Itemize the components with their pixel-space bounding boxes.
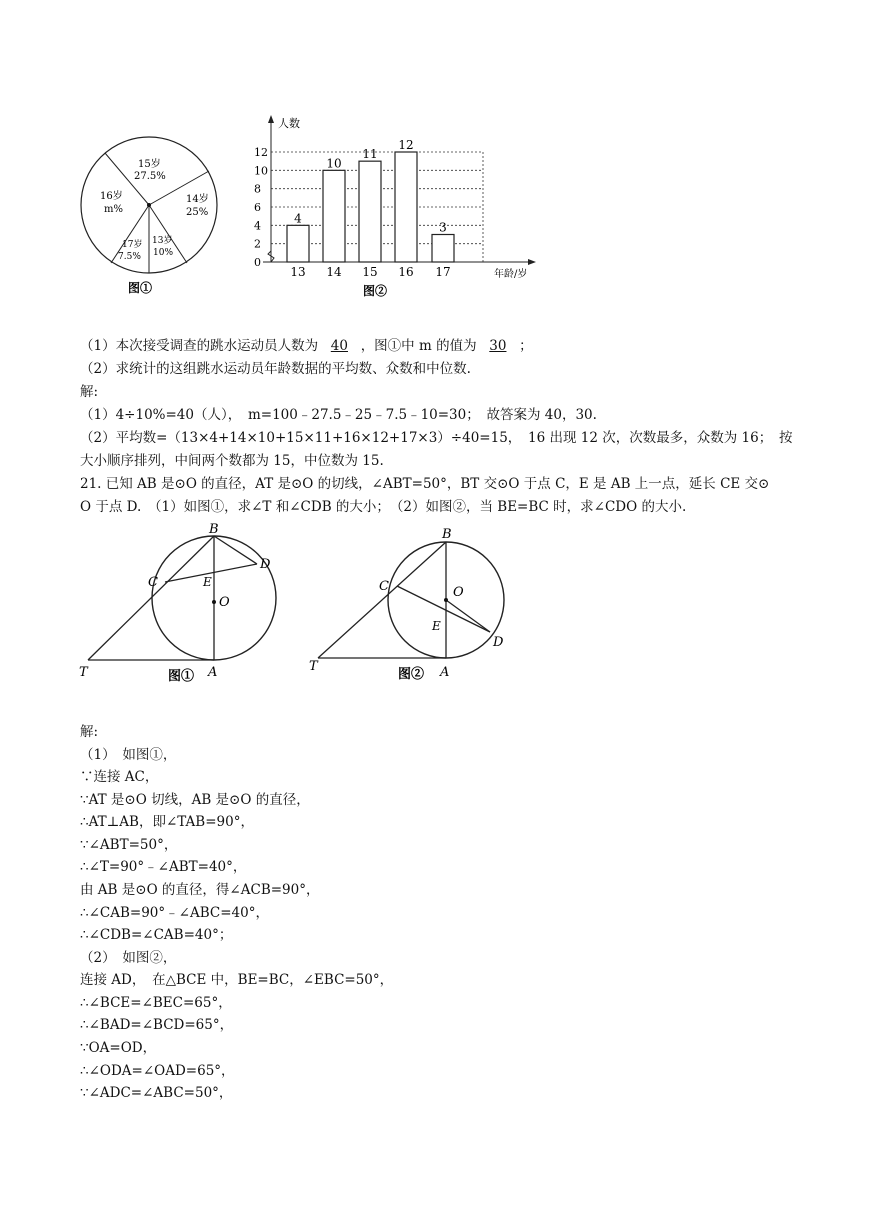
point-label-C: C (148, 575, 158, 590)
q20-solution-heading: 解: (80, 384, 99, 400)
q20-part1 (80, 336, 533, 356)
bar-chart (245, 112, 545, 304)
solution-line: 由 AB 是⊙O 的直径，得∠ACB=90°， (80, 882, 320, 898)
solution-line: ∴∠CAB=90°﹣∠ABC=40°， (80, 905, 269, 921)
point-label-B: B (442, 527, 452, 542)
solution-line: ∵∠ADC=∠ABC=50°， (80, 1085, 233, 1101)
solution-line: ∴∠T=90°﹣∠ABT=40°， (80, 859, 247, 875)
y-tick-label: 8 (254, 182, 261, 196)
pie-slice-label: 17岁 (122, 240, 143, 250)
pie-slice-label: 16岁 (100, 191, 123, 202)
point-label-O: O (453, 585, 464, 600)
x-axis-label: 年龄/岁 (494, 269, 528, 280)
q21-statement: O 于点 D. （1）如图①，求∠T 和∠CDB 的大小； （2）如图②，当 BE=BC 时，求∠CDO 的大小. (80, 499, 687, 515)
pie-caption: 图① (128, 281, 153, 295)
pie-slice-label: 13岁 (152, 236, 173, 246)
point-label-E: E (203, 575, 212, 589)
y-tick-label: 2 (254, 237, 261, 251)
bar (359, 161, 381, 262)
y-tick-label: 12 (254, 146, 268, 159)
point-label-D: D (493, 635, 504, 650)
bar-caption: 图② (363, 284, 388, 298)
solution-line: （1） 如图①， (80, 747, 177, 763)
bar (287, 225, 309, 262)
y-tick-label: 6 (254, 201, 261, 214)
solution-line: ∵OA=OD， (80, 1040, 157, 1056)
bar (395, 152, 417, 262)
x-tick-label: 14 (326, 265, 342, 279)
geometry-figure-1 (76, 520, 291, 690)
y-axis-label: 人数 (278, 117, 300, 130)
bar-value-label: 10 (326, 156, 342, 171)
solution-line: ∴AT⊥AB，即∠TAB=90°， (80, 814, 254, 830)
pie-slice-pct: 25% (186, 207, 209, 218)
q20-part1-text: （1）本次接受调查的跳水运动员人数为 (80, 338, 319, 354)
y-tick-label: 4 (254, 219, 261, 233)
q20-solution-line: （1）4÷10%=40（人）， m=100﹣27.5﹣25﹣7.5﹣10=30； 故答案为 40，30. (80, 407, 597, 423)
point-label-E: E (432, 619, 441, 633)
solution-line: 连接 AD， 在△BCE 中，BE=BC，∠EBC=50°， (80, 972, 394, 988)
q21-statement: 21. 已知 AB 是⊙O 的直径，AT 是⊙O 的切线，∠ABT=50°，BT 交⊙O 于点 C，E 是 AB 上一点，延长 CE 交⊙ (80, 476, 770, 492)
point-label-D: D (260, 557, 271, 572)
point-label-C: C (379, 579, 389, 594)
point-label-O: O (219, 595, 230, 610)
bar (323, 170, 345, 262)
solution-line: ∵AT 是⊙O 切线，AB 是⊙O 的直径， (80, 792, 310, 808)
answer-blank-2: 30 (489, 338, 507, 354)
solution-line: ∵连接 AC， (80, 769, 159, 785)
bar-value-label: 4 (294, 211, 302, 226)
point-label-B: B (209, 522, 219, 537)
y-tick-label: 10 (254, 164, 268, 178)
y-tick-label: 0 (254, 256, 261, 269)
pie-slice-label: 15岁 (138, 159, 161, 170)
fig1-caption: 图① (168, 669, 195, 684)
solution-line: 解: (80, 724, 99, 740)
point-label-T: T (79, 665, 88, 680)
point-label-T: T (309, 659, 318, 674)
pie-slice-pct: 10% (153, 248, 174, 258)
x-tick-label: 13 (290, 265, 306, 279)
fig2-caption: 图② (398, 667, 425, 682)
solution-line: ∴∠ODA=∠OAD=65°， (80, 1063, 235, 1079)
x-axis-arrow (528, 259, 536, 265)
pie-slice-pct: 27.5% (134, 171, 166, 182)
q20-solution-line: 大小顺序排列，中间两个数都为 15，中位数为 15. (80, 453, 384, 469)
x-tick-label: 17 (435, 265, 451, 279)
solution-line: ∴∠CDB=∠CAB=40°； (80, 927, 233, 943)
pie-chart (78, 135, 228, 300)
geometry-figure-2 (306, 520, 521, 690)
point-label-A: A (208, 665, 218, 680)
answer-blank-1: 40 (330, 338, 348, 354)
pie-slice-label: 14岁 (186, 194, 209, 205)
pie-center (147, 203, 151, 207)
x-tick-label: 15 (362, 265, 378, 279)
solution-line: （2） 如图②， (80, 950, 177, 966)
y-axis-arrow (268, 115, 274, 123)
solution-line: ∵∠ABT=50°， (80, 837, 178, 853)
pie-slice-pct: 7.5% (118, 252, 141, 262)
solution-line: ∴∠BAD=∠BCD=65°， (80, 1017, 234, 1033)
solution-line: ∴∠BCE=∠BEC=65°， (80, 995, 232, 1011)
q20-part1-text: ，图①中 m 的值为 (360, 338, 477, 354)
x-tick-label: 16 (398, 265, 414, 279)
q20-part2: （2）求统计的这组跳水运动员年龄数据的平均数、众数和中位数. (80, 361, 471, 377)
q20-part1-text: ； (519, 338, 533, 354)
bar-value-label: 3 (439, 220, 447, 235)
pie-slice-pct: m% (104, 204, 123, 215)
point-label-A: A (440, 665, 450, 680)
q20-solution-line: （2）平均数=（13×4+14×10+15×11+16×12+17×3）÷40=15， 16 出现 12 次，次数最多，众数为 16； 按 (80, 430, 793, 446)
bar-value-label: 12 (398, 138, 414, 152)
bar (432, 235, 454, 263)
bar-value-label: 11 (362, 147, 378, 162)
